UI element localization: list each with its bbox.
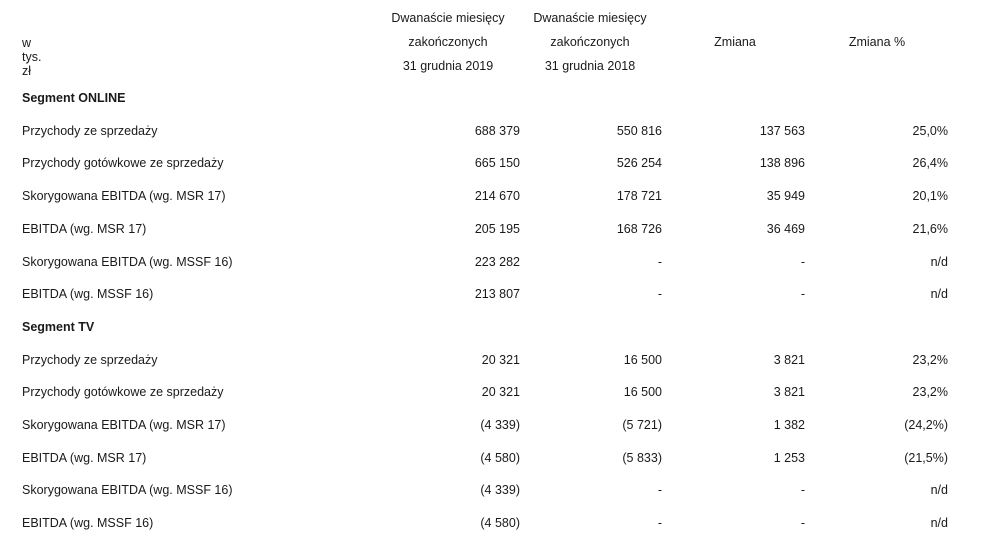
- value-2019: (4 339): [480, 483, 520, 498]
- value-change-pct: n/d: [930, 483, 948, 498]
- row-label: Skorygowana EBITDA (wg. MSR 17): [22, 189, 226, 204]
- value-change-pct: 23,2%: [912, 352, 948, 367]
- value-change-pct: n/d: [930, 254, 948, 269]
- value-2019: 213 807: [474, 287, 520, 302]
- header-2018-line1: Dwanaście miesięcy: [533, 11, 647, 25]
- header-change: [660, 30, 810, 54]
- section-title: Segment ONLINE: [22, 91, 126, 105]
- value-2018: 168 726: [616, 221, 662, 236]
- table-row: [0, 214, 1000, 247]
- value-2018: -: [657, 254, 662, 269]
- row-label: Przychody ze sprzedaży: [22, 123, 158, 138]
- value-change: 3 821: [773, 385, 805, 400]
- value-2018: 178 721: [616, 189, 662, 204]
- value-2018: 16 500: [623, 385, 662, 400]
- value-change: 3 821: [773, 352, 805, 367]
- value-change: 1 382: [773, 418, 805, 432]
- table-row: [0, 377, 1000, 410]
- section-header: [0, 83, 1000, 116]
- table-row: [0, 116, 1000, 149]
- header-2019: [373, 6, 523, 78]
- value-change-pct: 21,6%: [912, 221, 948, 236]
- table-row: [0, 279, 1000, 312]
- row-label: Przychody gotówkowe ze sprzedaży: [22, 156, 224, 171]
- row-label: Przychody ze sprzedaży: [22, 352, 158, 367]
- table-row: [0, 410, 1000, 443]
- value-2019: (4 339): [480, 418, 520, 432]
- table-row: [0, 508, 1000, 541]
- value-2019: 688 379: [474, 123, 520, 138]
- value-2019: 20 321: [481, 352, 520, 367]
- value-2018: -: [657, 516, 662, 531]
- value-2019: 214 670: [474, 189, 520, 204]
- table-row: [0, 475, 1000, 508]
- value-change: -: [800, 254, 805, 269]
- value-2018: -: [657, 483, 662, 498]
- section-title: Segment TV: [22, 319, 95, 334]
- value-2019: (4 580): [480, 516, 520, 531]
- value-change-pct: (24,2%): [904, 418, 948, 432]
- row-label: EBITDA (wg. MSSF 16): [22, 516, 154, 531]
- row-label: Skorygowana EBITDA (wg. MSSF 16): [22, 483, 233, 498]
- row-label: Skorygowana EBITDA (wg. MSSF 16): [22, 254, 233, 269]
- value-change-pct: 23,2%: [912, 385, 948, 400]
- value-change: -: [800, 287, 805, 302]
- section-header: [0, 312, 1000, 345]
- value-change-pct: (21,5%): [904, 450, 948, 465]
- value-change: 137 563: [759, 123, 805, 138]
- value-2018: (5 721): [622, 418, 662, 432]
- value-change-pct: n/d: [930, 287, 948, 302]
- value-2019: 20 321: [481, 385, 520, 400]
- header-2018-line2: zakończonych: [550, 35, 630, 49]
- value-change-pct: 26,4%: [912, 156, 948, 171]
- row-label: Przychody gotówkowe ze sprzedaży: [22, 385, 224, 400]
- header-2019-line3: 31 grudnia 2019: [402, 59, 494, 73]
- header-2019-line1: Dwanaście miesięcy: [391, 11, 505, 25]
- header-change-label: Zmiana: [714, 35, 756, 49]
- value-2018: 550 816: [616, 123, 662, 138]
- value-change: 1 253: [773, 450, 805, 465]
- value-change-pct: n/d: [930, 516, 948, 531]
- value-2018: 526 254: [616, 156, 662, 171]
- header-2018-line3: 31 grudnia 2018: [544, 59, 636, 73]
- table-row: [0, 181, 1000, 214]
- header-2018: [515, 6, 665, 78]
- header-2019-line2: zakończonych: [408, 35, 488, 49]
- value-change: -: [800, 483, 805, 498]
- value-change: 36 469: [766, 221, 805, 236]
- header-change-pct: [802, 30, 952, 54]
- value-2019: 665 150: [474, 156, 520, 171]
- value-2018: -: [657, 287, 662, 302]
- value-2019: 223 282: [474, 254, 520, 269]
- value-change: 138 896: [759, 156, 805, 171]
- value-change: 35 949: [766, 189, 805, 204]
- table-row: [0, 247, 1000, 280]
- row-label: EBITDA (wg. MSR 17): [22, 450, 147, 465]
- value-change: -: [800, 516, 805, 531]
- row-label: EBITDA (wg. MSR 17): [22, 221, 147, 236]
- row-label: EBITDA (wg. MSSF 16): [22, 287, 154, 302]
- table-row: [0, 148, 1000, 181]
- value-2018: (5 833): [622, 450, 662, 465]
- value-2019: (4 580): [480, 450, 520, 465]
- value-change-pct: 20,1%: [912, 189, 948, 204]
- header-change-pct-label: Zmiana %: [848, 35, 906, 49]
- value-2018: 16 500: [623, 352, 662, 367]
- unit-label: w tys. zł: [22, 36, 42, 78]
- value-2019: 205 195: [474, 221, 520, 236]
- table-row: [0, 443, 1000, 476]
- value-change-pct: 25,0%: [912, 123, 948, 138]
- table-row: [0, 345, 1000, 378]
- row-label: Skorygowana EBITDA (wg. MSR 17): [22, 418, 226, 432]
